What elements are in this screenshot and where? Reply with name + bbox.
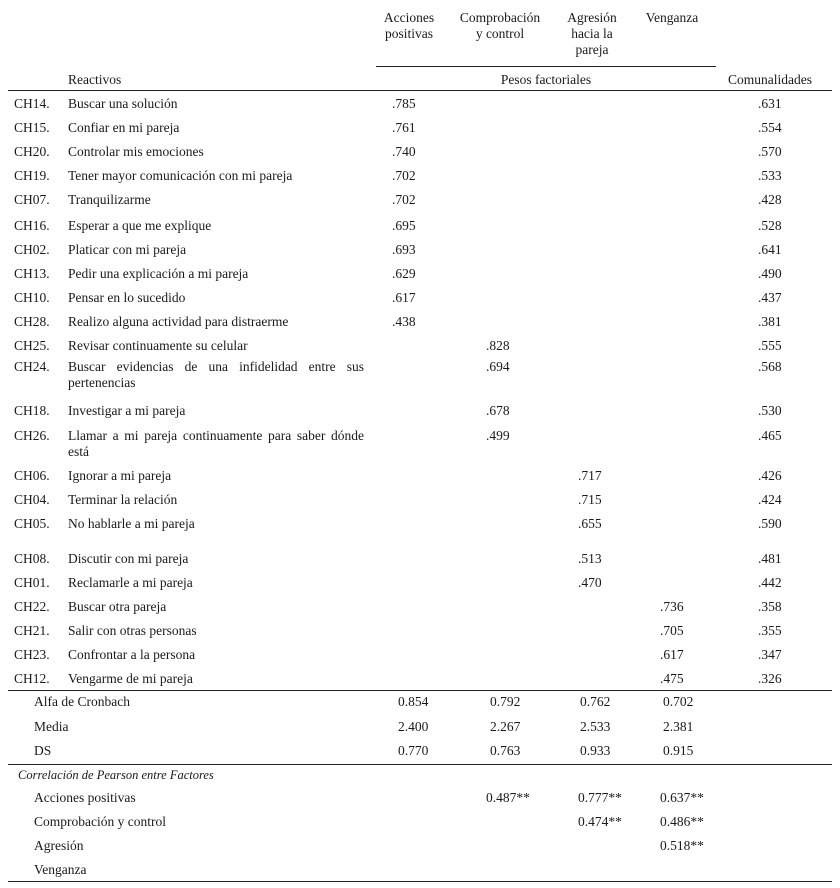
summary-value: 2.533: [580, 719, 611, 734]
row-communality-value: .355: [758, 623, 782, 638]
row-communality-value: .326: [758, 671, 782, 686]
row-code: CH23.: [14, 647, 50, 662]
row-loading-value: .702: [392, 192, 416, 207]
row-loading-value: .717: [578, 468, 602, 483]
summary-value: 2.400: [398, 719, 429, 734]
correlation-label: Agresión: [34, 838, 84, 853]
row-item-label: Pedir una explicación a mi pareja: [68, 266, 249, 281]
row-communality-value: .347: [758, 647, 782, 662]
row-communality-value: .533: [758, 168, 782, 183]
row-loading-value: .655: [578, 516, 602, 531]
row-item-label: Terminar la relación: [68, 492, 178, 507]
row-item-label: No hablarle a mi pareja: [68, 516, 195, 531]
row-code: CH02.: [14, 242, 50, 257]
summary-value: 2.267: [490, 719, 521, 734]
row-loading-value: .513: [578, 551, 602, 566]
col-header-comprobacion: [452, 10, 548, 42]
correlation-value: 0.474**: [578, 814, 622, 829]
summary-value: 0.762: [580, 694, 611, 709]
row-item-label: Revisar continuamente su celular: [68, 338, 248, 353]
row-item-label: Controlar mis emociones: [68, 144, 204, 159]
row-code: CH13.: [14, 266, 50, 281]
row-code: CH24.: [14, 359, 50, 374]
row-loading-value: .470: [578, 575, 602, 590]
summary-value: 0.792: [490, 694, 521, 709]
correlation-value: 0.486**: [660, 814, 704, 829]
row-code: CH20.: [14, 144, 50, 159]
row-code: CH07.: [14, 192, 50, 207]
table-bottom-rule: [8, 881, 832, 882]
row-code: CH18.: [14, 403, 50, 418]
row-code: CH10.: [14, 290, 50, 305]
row-communality-value: .490: [758, 266, 782, 281]
row-item-label: Salir con otras personas: [68, 623, 197, 638]
row-item-label: Buscar una solución: [68, 96, 178, 111]
row-loading-value: .475: [660, 671, 684, 686]
row-code: CH06.: [14, 468, 50, 483]
summary-label: Media: [34, 719, 69, 734]
row-communality-value: .442: [758, 575, 782, 590]
pesos-label: Pesos factoriales: [500, 72, 592, 87]
summary-value: 0.702: [663, 694, 694, 709]
row-item-label: Discutir con mi pareja: [68, 551, 189, 566]
col-header-agresion: [552, 10, 632, 58]
correlation-value: 0.637**: [660, 790, 704, 805]
reactivos-label: Reactivos: [68, 72, 122, 87]
row-loading-value: .715: [578, 492, 602, 507]
row-communality-value: .631: [758, 96, 782, 111]
correlation-label: Acciones positivas: [34, 790, 136, 805]
row-code: CH16.: [14, 218, 50, 233]
row-loading-value: .438: [392, 314, 416, 329]
row-communality-value: .424: [758, 492, 782, 507]
row-code: CH25.: [14, 338, 50, 353]
row-communality-value: .465: [758, 428, 782, 443]
row-loading-value: .828: [486, 338, 510, 353]
row-code: CH04.: [14, 492, 50, 507]
row-item-label: Confrontar a la persona: [68, 647, 196, 662]
row-loading-value: .499: [486, 428, 510, 443]
row-communality-value: .426: [758, 468, 782, 483]
col-header-agresion-text: Agresión hacia la pareja: [567, 10, 617, 57]
col-header-comprobacion-text: Comprobación y control: [459, 10, 541, 41]
row-loading-value: .693: [392, 242, 416, 257]
row-loading-value: .705: [660, 623, 684, 638]
row-code: CH28.: [14, 314, 50, 329]
header-underline: [376, 66, 716, 67]
summary-value: 2.381: [663, 719, 694, 734]
row-code: CH26.: [14, 428, 50, 443]
header-bottom-rule: [8, 90, 832, 91]
row-loading-value: .740: [392, 144, 416, 159]
summary-label: Alfa de Cronbach: [34, 694, 130, 709]
row-communality-value: .437: [758, 290, 782, 305]
row-loading-value: .629: [392, 266, 416, 281]
row-code: CH22.: [14, 599, 50, 614]
row-code: CH01.: [14, 575, 50, 590]
summary-value: 0.770: [398, 743, 429, 758]
correlation-label: Comprobación y control: [34, 814, 166, 829]
correlation-title: Correlación de Pearson entre Factores: [18, 768, 214, 782]
row-communality-value: .530: [758, 403, 782, 418]
row-item-label: Esperar a que me explique: [68, 218, 212, 233]
col-header-venganza-text: Venganza: [645, 10, 699, 25]
row-code: CH15.: [14, 120, 50, 135]
row-item-label: Pensar en lo sucedido: [68, 290, 186, 305]
summary-value: 0.763: [490, 743, 521, 758]
row-item-label: Buscar evidencias de una infidelidad entre sus pertenencias: [68, 359, 364, 390]
row-loading-value: .678: [486, 403, 510, 418]
row-loading-value: .785: [392, 96, 416, 111]
row-communality-value: .555: [758, 338, 782, 353]
correlation-value: 0.777**: [578, 790, 622, 805]
row-item-label: Platicar con mi pareja: [68, 242, 187, 257]
row-loading-value: .761: [392, 120, 416, 135]
row-communality-value: .428: [758, 192, 782, 207]
row-communality-value: .481: [758, 551, 782, 566]
row-communality-value: .528: [758, 218, 782, 233]
items-bottom-rule: [8, 690, 832, 691]
row-loading-value: .694: [486, 359, 510, 374]
row-communality-value: .554: [758, 120, 782, 135]
row-item-label: Investigar a mi pareja: [68, 403, 186, 418]
row-communality-value: .590: [758, 516, 782, 531]
row-item-label: Tranquilizarme: [68, 192, 151, 207]
comunalidades-label: Comunalidades: [728, 72, 812, 87]
row-code: CH21.: [14, 623, 50, 638]
row-communality-value: .358: [758, 599, 782, 614]
summary-value: 0.915: [663, 743, 694, 758]
correlation-value: 0.518**: [660, 838, 704, 853]
col-header-acciones-text: Acciones positivas: [383, 10, 435, 41]
row-code: CH19.: [14, 168, 50, 183]
row-loading-value: .617: [392, 290, 416, 305]
row-item-label: Reclamarle a mi pareja: [68, 575, 193, 590]
row-loading-value: .695: [392, 218, 416, 233]
correlation-value: 0.487**: [486, 790, 530, 805]
row-code: CH08.: [14, 551, 50, 566]
row-item-label: Buscar otra pareja: [68, 599, 167, 614]
row-code: CH14.: [14, 96, 50, 111]
summary-value: 0.854: [398, 694, 429, 709]
row-code: CH12.: [14, 671, 50, 686]
summary-value: 0.933: [580, 743, 611, 758]
row-loading-value: .617: [660, 647, 684, 662]
row-item-label: Realizo alguna actividad para distraerme: [68, 314, 289, 329]
row-communality-value: .381: [758, 314, 782, 329]
row-item-label: Vengarme de mi pareja: [68, 671, 193, 686]
row-loading-value: .736: [660, 599, 684, 614]
col-header-venganza: [636, 10, 708, 26]
summary-label: DS: [34, 743, 52, 758]
row-code: CH05.: [14, 516, 50, 531]
row-item-label: Ignorar a mi pareja: [68, 468, 172, 483]
row-item-label: Confiar en mi pareja: [68, 120, 180, 135]
row-item-label: Tener mayor comunicación con mi pareja: [68, 168, 293, 183]
row-communality-value: .641: [758, 242, 782, 257]
correlation-label: Venganza: [34, 862, 87, 877]
row-communality-value: .568: [758, 359, 782, 374]
row-item-label: Llamar a mi pareja continuamente para saber dónde está: [68, 428, 364, 459]
summary-bottom-rule: [8, 764, 832, 765]
row-communality-value: .570: [758, 144, 782, 159]
row-loading-value: .702: [392, 168, 416, 183]
col-header-acciones: [372, 10, 446, 42]
